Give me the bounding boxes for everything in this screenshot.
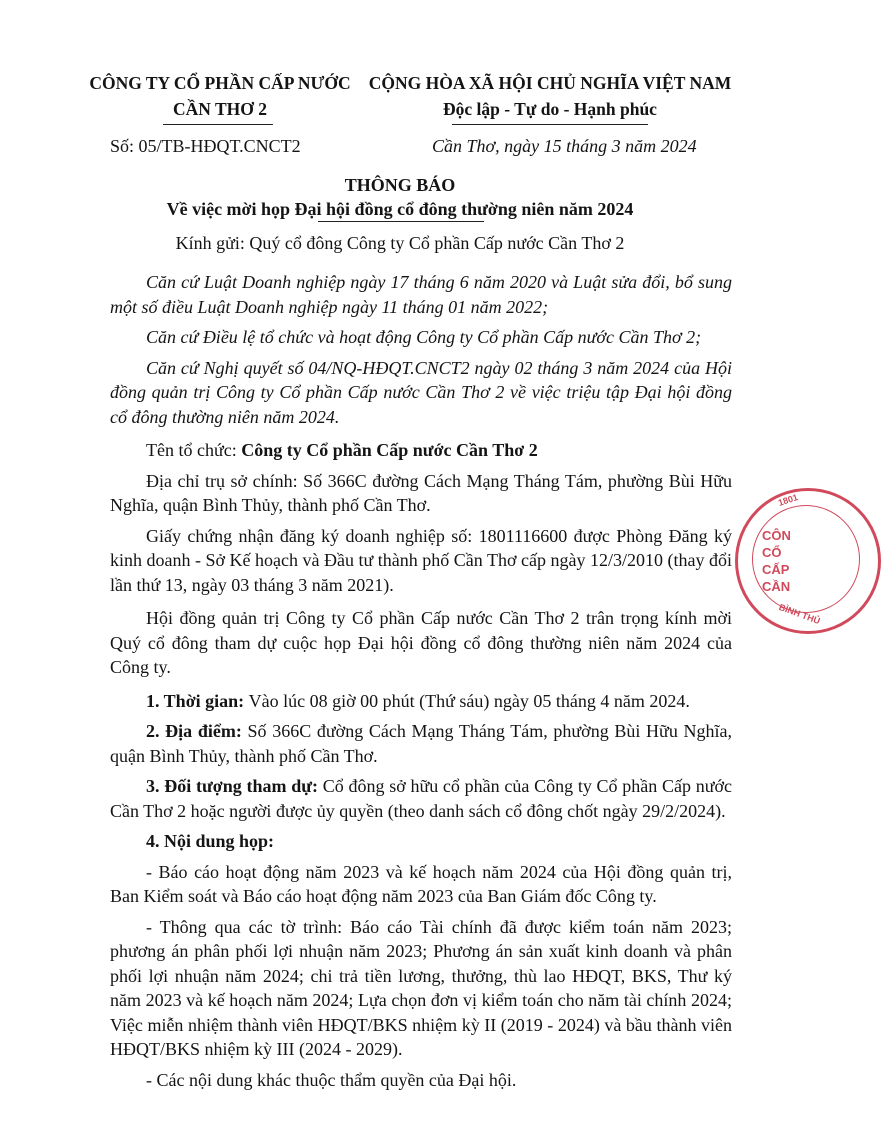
- org-name-value: Công ty Cổ phần Cấp nước Cần Thơ 2: [241, 440, 538, 460]
- motto: Độc lập - Tự do - Hạnh phúc: [443, 99, 657, 119]
- legal-basis-2: Căn cứ Điều lệ tổ chức và hoạt động Công ty Cổ phần Cấp nước Cần Thơ 2;: [146, 327, 702, 347]
- notice-body: [110, 270, 732, 1098]
- seal-line-4: CẦN: [762, 579, 791, 594]
- content-point-3: - Các nội dung khác thuộc thẩm quyền của Đại hội.: [146, 1069, 517, 1090]
- issue-date: Cần Thơ, ngày 15 tháng 3 năm 2024: [432, 136, 697, 156]
- meeting-attendees: [110, 774, 732, 823]
- notice-subject: Về việc mời họp Đại hội đồng cổ đông thường niên năm 2024: [166, 199, 634, 219]
- meeting-place-value: Số 366C đường Cách Mạng Tháng Tám, phường Bùi Hữu Nghĩa, quận Bình Thủy, thành phố Cần Thơ.: [110, 721, 732, 766]
- nation-name: CỘNG HÒA XÃ HỘI CHỦ NGHĨA VIỆT NAM: [368, 73, 732, 93]
- legal-basis-3: Căn cứ Nghị quyết số 04/NQ-HĐQT.CNCT2 ngày 02 tháng 3 năm 2024 của Hội đồng quản trị Công ty Cổ phần Cấp nước Cần Thơ 2 về việc triệu tập Đại hội đồng cổ đông thường niên năm 2024.: [110, 357, 732, 427]
- seal-line-2: CỔ: [762, 545, 782, 560]
- meeting-time: [110, 689, 732, 714]
- notice-title-block: [0, 173, 800, 221]
- org-name-paragraph: [110, 438, 732, 463]
- company-name-line1: CÔNG TY CỔ PHẦN CẤP NƯỚC: [89, 73, 351, 93]
- seal-line-3: CẤP: [762, 562, 790, 577]
- national-motto-block: [360, 70, 740, 122]
- org-license: Giấy chứng nhận đăng ký doanh nghiệp số: 1801116600 được Phòng Đăng ký kinh doanh - Sở Kế hoạch và Đầu tư thành phố Cần Thơ cấp ngày 12/3/2010 (thay đổi lần thứ 13, ngày 03 tháng 3 năm 2021).: [110, 525, 732, 595]
- invitation-paragraph: Hội đồng quản trị Công ty Cổ phần Cấp nước Cần Thơ 2 trân trọng kính mời Quý cổ đông tham dự cuộc họp Đại hội đồng cổ đông thường niên năm 2024 của Công ty.: [110, 608, 732, 677]
- motto-underline: [452, 124, 648, 125]
- meeting-time-label: 1. Thời gian:: [146, 690, 249, 711]
- company-seal: [735, 488, 881, 634]
- meeting-content-heading: [110, 829, 732, 854]
- meeting-attendees-value: Cổ đông sở hữu cổ phần của Công ty Cổ phần Cấp nước Cần Thơ 2 hoặc người được ủy quyền (theo danh sách cổ đông chốt ngày 29/2/2024).: [110, 776, 732, 821]
- meeting-place: [110, 719, 732, 768]
- meeting-time-value: Vào lúc 08 giờ 00 phút (Thứ sáu) ngày 05 tháng 4 năm 2024.: [248, 690, 690, 711]
- org-address: Địa chỉ trụ sở chính: Số 366C đường Cách Mạng Tháng Tám, phường Bùi Hữu Nghĩa, quận Bình Thủy, thành phố Cần Thơ.: [110, 470, 732, 515]
- content-point-2: - Thông qua các tờ trình: Báo cáo Tài chính đã được kiểm toán năm 2023; phương án phân phối lợi nhuận năm 2023; Phương án sản xuất kinh doanh và phân phối lợi nhuận năm 2024; chi trả tiền lương, thưởng, thù lao HĐQT, BKS, Thư ký năm 2023 và kế hoạch năm 2024; Lựa chọn đơn vị kiểm toán cho năm tài chính 2024; Việc miễn nhiệm thành viên HĐQT/BKS nhiệm kỳ II (2019 - 2024) và bầu thành viên HĐQT/BKS nhiệm kỳ III (2024 - 2029).: [110, 916, 732, 1059]
- notice-title: THÔNG BÁO: [344, 175, 456, 195]
- org-name-label: Tên tổ chức:: [146, 440, 242, 460]
- seal-line-1: CÔN: [762, 528, 791, 543]
- company-name-block: [70, 70, 370, 122]
- subject-underline: [318, 221, 484, 222]
- company-underline: [163, 124, 273, 125]
- document-number: Số: 05/TB-HĐQT.CNCT2: [110, 136, 301, 156]
- company-name-line2: CẦN THƠ 2: [173, 99, 267, 119]
- content-point-1: - Báo cáo hoạt động năm 2023 và kế hoạch năm 2024 của Hội đồng quản trị, Ban Kiểm soát và Báo cáo hoạt động năm 2023 của Ban Giám đốc Công ty.: [110, 861, 732, 906]
- meeting-place-label: 2. Địa điểm:: [146, 721, 248, 741]
- meeting-content-label: 4. Nội dung họp:: [146, 831, 275, 851]
- meeting-attendees-label: 3. Đối tượng tham dự:: [146, 776, 323, 796]
- seal-center-text: [762, 527, 791, 595]
- legal-basis-1: Căn cứ Luật Doanh nghiệp ngày 17 tháng 6 năm 2020 và Luật sửa đổi, bổ sung một số điều Luật Doanh nghiệp ngày 11 tháng 01 năm 2022;: [110, 272, 732, 317]
- greeting-line: Kính gửi: Quý cổ đông Công ty Cổ phần Cấp nước Cần Thơ 2: [175, 233, 625, 253]
- seal-rim-top: 1801: [776, 492, 800, 508]
- seal-rim-bottom: BÌNH THỦ: [777, 601, 822, 627]
